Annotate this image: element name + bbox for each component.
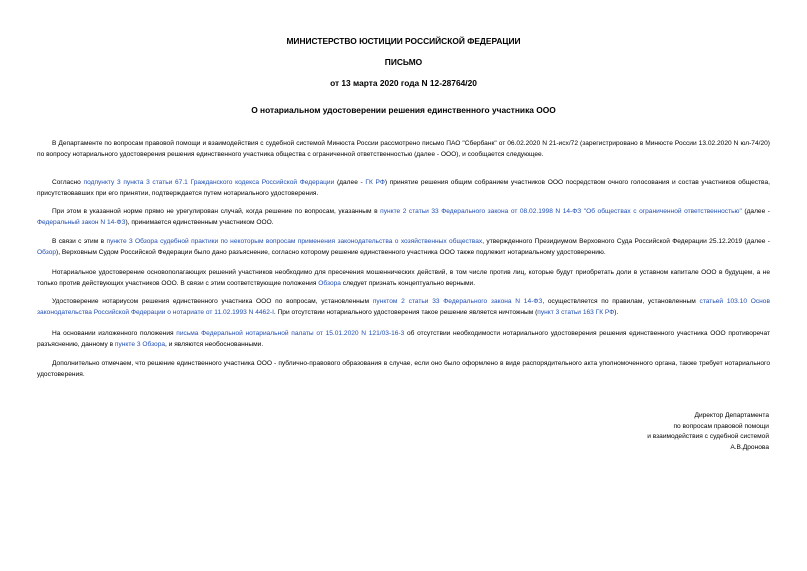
paragraph-text: (далее -: [334, 179, 366, 186]
link-gk-rf[interactable]: ГК РФ: [365, 179, 385, 186]
paragraph-4: [37, 237, 770, 258]
link-gk-article-163[interactable]: пункт 3 статьи 163 ГК РФ: [537, 308, 615, 316]
document-type-heading: ПИСЬМО: [384, 57, 423, 67]
paragraph-text: Нотариальное удостоверение основополагающих решений участников необходимо для пресечения мошеннических действий, в том числе против лиц, которые будут приобретать доли в уставном капитале ООО в будущем, а не только против действующих участников ООО. В связи с этим соответствующие положения: [37, 269, 770, 287]
signature-block: [647, 411, 769, 453]
paragraph-2: [37, 178, 770, 199]
paragraph-7: [37, 329, 770, 350]
paragraph-text: ), Верховным Судом Российской Федерации было дано разъяснение, согласно которому решение единственного участника ООО также подлежит нотариальному удостоверению.: [56, 248, 606, 256]
link-review[interactable]: Обзор: [37, 248, 57, 256]
paragraph-text: При этом в указанной норме прямо не урегулирован случай, когда решение по вопросам, указанным в: [52, 208, 381, 215]
paragraph-text: ) принятие решения общим собранием участников ООО посредством очного голосования и состав участников общества, присутствовавших при его принятии, подтверждается путем нотариального удостоверения.: [37, 179, 770, 197]
date-number-heading: от 13 марта 2020 года N 12-28764/20: [330, 78, 477, 88]
link-gk-article-67-1[interactable]: подпункту 3 пункта 3 статьи 67.1 Гражданского кодекса Российской Федерации: [83, 179, 335, 186]
link-law-14fz[interactable]: Федеральный закон N 14-ФЗ: [37, 218, 126, 226]
link-fnp-letter[interactable]: письма Федеральной нотариальной палаты от 15.01.2020 N 121/03-16-3: [176, 330, 405, 337]
paragraph-text: ), принимается единственным участником ООО.: [125, 218, 274, 226]
signature-title: и взаимодействия с судебной системой: [647, 433, 769, 441]
link-law-14fz-article-33[interactable]: пунктом 2 статьи 33 Федерального закона N 14-ФЗ: [372, 298, 543, 305]
paragraph-text: , осуществляется по правилам, установленным: [542, 298, 700, 305]
paragraph-text: В Департаменте по вопросам правовой помощи и взаимодействия с судебной системой Минюста России рассмотрено письмо ПАО "Сбербанк" от 06.02.2020 N 21-исх/72 (зарегистрировано в Минюсте России 13.02.2020 N юл-74/20) по вопросу нотариального удостоверения решения единственного участника общества с ограниченной ответственностью (далее - ООО), и сообщается следующее.: [37, 140, 770, 158]
paragraph-text: Удостоверение нотариусом решения единственного участника ООО по вопросам, установленным: [52, 298, 373, 305]
paragraph-5: [37, 268, 770, 289]
paragraph-text: , и являются необоснованными.: [165, 340, 264, 348]
paragraph-6: [37, 297, 770, 318]
paragraph-8: [37, 359, 770, 380]
paragraph-text: (далее -: [741, 208, 770, 215]
link-review[interactable]: Обзора: [318, 279, 341, 287]
paragraph-text: Дополнительно отмечаем, что решение единственного участника ООО - публично-правового образования в случае, если оно было оформлено в виде распорядительного акта уполномоченного органа, также требует нотариального удостоверения.: [37, 360, 770, 378]
ministry-heading: МИНИСТЕРСТВО ЮСТИЦИИ РОССИЙСКОЙ ФЕДЕРАЦИИ: [286, 36, 521, 46]
paragraph-text: следует признать концептуально верными.: [340, 279, 476, 287]
paragraph-text: Согласно: [52, 179, 84, 186]
link-law-14fz-article-33[interactable]: пункте 2 статьи 33 Федерального закона от 08.02.1998 N 14-ФЗ "Об обществах с ограниченной ответственностью": [380, 208, 742, 215]
signature-title: Директор Департамента: [694, 412, 769, 419]
signature-name: А.В.Дронова: [730, 443, 769, 451]
paragraph-text: об отсутствии необходимости нотариального удостоверения решения единственного участника ООО противоречат разъяснению, данному в: [37, 330, 770, 348]
paragraph-text: На основании изложенного положения: [52, 330, 177, 337]
paragraph-1: [37, 139, 770, 160]
link-review-point-3[interactable]: пункте 3 Обзора: [114, 340, 166, 348]
paragraph-3: [37, 207, 770, 228]
link-notary-law-article-103-10[interactable]: статьей 103.10 Основ законодательства Российской Федерации о нотариате от 11.02.1993 N 4462-I: [37, 298, 770, 316]
paragraph-text: , утвержденного Президиумом Верховного Суда Российской Федерации 25.12.2019 (далее -: [482, 238, 770, 245]
signature-title: по вопросам правовой помощи: [673, 422, 769, 430]
paragraph-text: ).: [614, 308, 619, 316]
link-review-point-3[interactable]: пункте 3 Обзора судебной практики по некоторым вопросам применения законодательства о хозяйственных обществах: [106, 238, 483, 245]
paragraph-text: В связи с этим в: [52, 238, 107, 245]
paragraph-text: . При отсутствии нотариального удостоверения такое решение является ничтожным (: [273, 308, 538, 316]
subject-heading: О нотариальном удостоверении решения единственного участника ООО: [251, 105, 556, 115]
